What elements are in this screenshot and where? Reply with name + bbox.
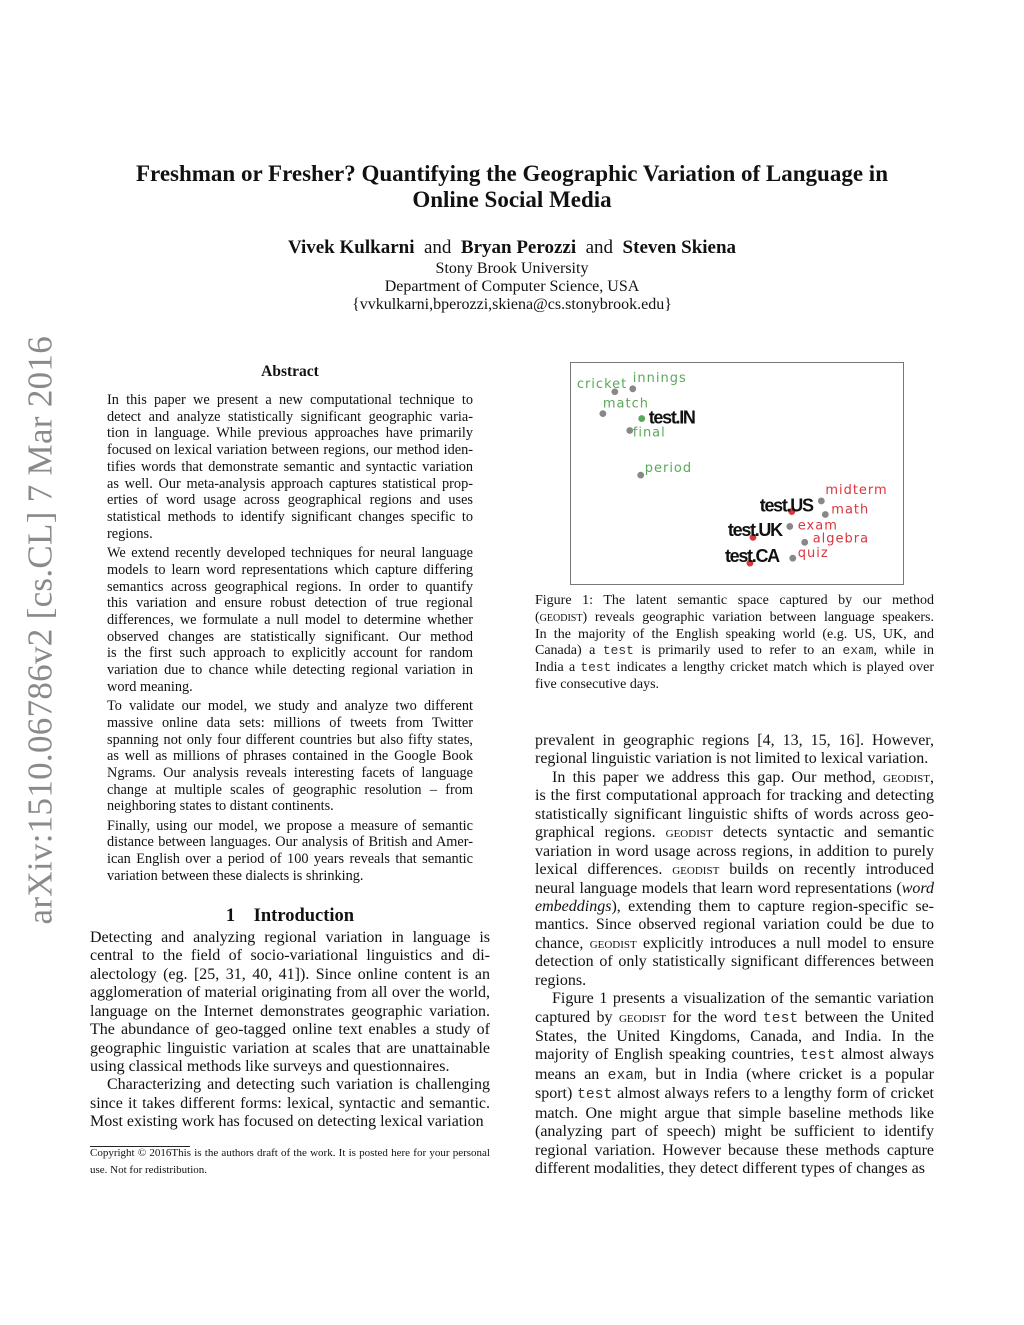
text-line: detect and analyze statistically significant geographic varia- — [107, 408, 473, 425]
point-label-test-IN: test.IN — [648, 407, 695, 428]
point-label-test-UK: test.UK — [727, 520, 782, 541]
text-line: graphical regions. geodist detects syntactic and semantic — [535, 824, 934, 842]
point-label-midterm: midterm — [825, 482, 888, 498]
text-line: this variation and ensure robust detection of true regional — [107, 595, 473, 612]
text-line: Ngrams. Our analysis reveals interesting facets of language — [107, 765, 473, 781]
paragraph — [90, 929, 490, 1076]
paragraph — [107, 545, 473, 695]
point-quiz — [789, 555, 796, 562]
introduction-heading: 1 Introduction — [225, 906, 355, 926]
text-line: regions. — [535, 971, 587, 989]
point-label-final: final — [632, 425, 666, 441]
text-line: since it takes different forms: lexical, syntactic and semantic. — [90, 1094, 490, 1112]
point-label-cricket: cricket — [576, 376, 628, 392]
paragraph — [107, 392, 473, 542]
point-math — [822, 511, 829, 518]
code-term: test — [577, 1087, 613, 1104]
text-line: agglomeration of material originating from all over the world, — [90, 984, 490, 1002]
text-line: word meaning. — [107, 678, 193, 695]
text-line: is the first such approach to explicitly account for random — [107, 645, 473, 662]
text-line: variation in word usage across regions, in addition to purely — [535, 842, 934, 860]
author-name: Steven Skiena — [622, 237, 737, 258]
text-line: In the majority of the English speaking world (e.g. US, UK, and — [535, 626, 934, 642]
paragraph — [107, 698, 473, 815]
figure-1-semantic-space — [570, 362, 904, 585]
method-name: geodist — [539, 609, 583, 625]
paragraph — [535, 593, 934, 694]
text-line: is the first computational approach for tracking and detecting — [535, 787, 934, 805]
author-emails: {vvkulkarni,bperozzi,skiena@cs.stonybrook.edu} — [352, 296, 672, 313]
text-line: lexical differences. geodist builds on recently introduced — [535, 861, 934, 879]
text-line: regional variation. However because these methods capture — [535, 1141, 934, 1159]
text-line: language on the Internet demonstrates geographic variation. — [90, 1002, 490, 1020]
text-line: as well. Our meta-analysis approach captures statistical prop- — [107, 475, 473, 492]
text-line: statistically significant linguistic shifts of words across geo- — [535, 805, 934, 823]
text-line: Figure 1 presents a visualization of the semantic variation — [552, 990, 934, 1008]
text-line: sport) test almost always refers to a lengthy form of cricket — [535, 1085, 935, 1104]
emphasis: embeddings — [535, 897, 612, 915]
text-line: Detecting and analyzing regional variation in language is — [90, 929, 490, 946]
method-name: geodist — [882, 768, 930, 786]
text-line: differences, we formulate a null model to determine whether — [107, 611, 473, 628]
paragraph — [535, 990, 934, 1178]
point-label-test-US: test.US — [759, 495, 813, 516]
code-term: test — [602, 643, 634, 659]
paragraph — [535, 732, 934, 769]
text-line: The abundance of geo-tagged online text enables a study of — [90, 1021, 490, 1039]
text-line: Canada) a test is primarily used to refer to an exam, while in — [535, 643, 934, 659]
text-line: using classical methods like surveys and questionnaires. — [90, 1057, 450, 1075]
author-separator: and — [423, 237, 452, 258]
text-line: neural language models that learn word representations (word — [535, 879, 934, 897]
text-line: regions. — [107, 525, 153, 542]
text-line: To validate our model, we study and analyze two different — [107, 698, 473, 715]
text-line: variation due to chance while detecting regional variation in — [107, 662, 473, 679]
point-period — [637, 472, 644, 479]
semantic-space-plot — [571, 363, 903, 584]
paragraph — [535, 769, 934, 990]
text-line: chance, geodist explicitly introduces a null model to ensure — [535, 934, 935, 952]
code-term: exam — [842, 643, 874, 659]
text-line: embeddings), extending them to capture region-specific se- — [535, 897, 934, 915]
point-label-quiz: quiz — [797, 546, 829, 562]
text-line: majority of English speaking countries, test almost always — [535, 1046, 935, 1065]
code-term: test — [799, 1048, 836, 1065]
point-test-IN — [638, 415, 645, 422]
author-name: Vivek Kulkarni — [287, 237, 415, 258]
university: Stony Brook University — [435, 260, 589, 277]
text-line: tifies words that demonstrate semantic and syntactic variation — [107, 458, 473, 475]
code-term: exam — [607, 1067, 643, 1084]
text-line: In this paper we present a new computational technique to — [107, 392, 473, 408]
method-name: geodist — [589, 934, 637, 952]
point-label-innings: innings — [632, 370, 687, 386]
method-name: geodist — [665, 824, 713, 842]
text-line: alectology (eg. [25, 31, 40, 41]). Since online content is an — [90, 965, 490, 983]
point-algebra — [801, 539, 808, 546]
author-list — [0, 237, 1024, 259]
text-line: ican English over a period of 100 years reveals that semantic — [107, 851, 473, 868]
code-term: test — [580, 660, 612, 676]
point-midterm — [818, 498, 825, 505]
text-line: distance between languages. Our analysis of British and Amer- — [107, 834, 473, 851]
text-line: tion in language. While previous approaches have primarily — [107, 425, 473, 442]
paragraph — [107, 818, 473, 885]
point-label-period: period — [644, 461, 693, 477]
text-line: detection of only statistically significant differences between — [535, 953, 934, 971]
point-label-exam: exam — [797, 518, 838, 534]
text-line: prevalent in geographic regions [4, 13, 15, 16]. However, — [535, 732, 934, 749]
text-line: (geodist) reveals geographic variation between language speakers. — [535, 609, 934, 625]
point-label-test-CA: test.CA — [724, 545, 779, 566]
point-exam — [786, 523, 793, 530]
right-column-body — [535, 732, 934, 1179]
text-line: statistical methods to identify significant changes specific to — [107, 509, 473, 526]
author-name: Bryan Perozzi — [460, 237, 577, 258]
text-line: observed changes are statistically significant. Our method — [107, 628, 473, 645]
text-line: Most existing work has focused on detecting lexical variation — [90, 1113, 484, 1131]
code-term: test — [762, 1010, 799, 1027]
paper-title — [0, 161, 1024, 213]
department: Department of Computer Science, USA — [384, 278, 640, 295]
emphasis: word — [901, 879, 934, 897]
text-line: captured by geodist for the word test between the United — [535, 1008, 935, 1027]
text-line: Characterizing and detecting such variation is challenging — [107, 1076, 490, 1094]
text-line: focused on lexical variation between regions, our method iden- — [107, 442, 473, 459]
text-line: India a test indicates a lengthy cricket match which is played over — [535, 660, 934, 676]
author-separator: and — [585, 237, 614, 258]
point-innings — [629, 385, 636, 392]
text-line: spanning not only four different countries but also fifty states, — [107, 731, 473, 748]
introduction-body — [90, 929, 490, 1132]
arxiv-identifier-stamp: arXiv:1510.06786v2 [cs.CL] 7 Mar 2016 — [20, 335, 60, 925]
affiliation — [0, 260, 1024, 314]
text-line: match. One might argue that simple baseline methods like — [535, 1104, 934, 1122]
text-line: neighboring states to distant continents. — [107, 798, 334, 815]
text-line: models to learn word representations which capture differing — [107, 561, 473, 578]
figure-1-caption — [535, 593, 934, 694]
text-line: five consecutive days. — [535, 676, 660, 692]
text-line: change at multiple scales of geographic resolution – from — [107, 781, 473, 798]
point-label-math: math — [831, 502, 870, 518]
paragraph — [90, 1076, 490, 1131]
method-name: geodist — [672, 861, 720, 879]
text-line: States, the United Kingdoms, Canada, and India. In the — [535, 1028, 934, 1045]
text-line: different modalities, they detect different types of changes as — [535, 1160, 925, 1178]
point-label-match: match — [602, 396, 649, 412]
method-name: geodist — [618, 1008, 667, 1026]
text-line: In this paper we address this gap. Our method, geodist, — [552, 768, 934, 786]
text-line: mantics. Since observed regional variation could be due to — [535, 916, 934, 934]
title-line: Freshman or Fresher? Quantifying the Geographic Variation of Language in — [135, 161, 888, 186]
text-line: Figure 1: The latent semantic space captured by our method — [535, 593, 934, 608]
copyright-footnote: Copyright © 2016This is the authors draft of the work. It is posted here for your personal use. Not for redistribution. — [90, 1147, 490, 1176]
text-line: We extend recently developed techniques for neural language — [107, 545, 473, 562]
text-line: central to the field of socio-variational linguistics and di- — [90, 947, 490, 965]
text-line: semantics across geographical regions. In order to quantify — [107, 578, 473, 595]
abstract-body — [107, 392, 473, 887]
title-line: Online Social Media — [412, 187, 612, 212]
text-line: erties of word usage across geographical regions and uses — [107, 492, 473, 509]
text-line: massive online data sets: millions of tweets from Twitter — [107, 714, 473, 731]
point-label-algebra: algebra — [812, 531, 870, 547]
text-line: regional linguistic variation is not limited to lexical variation. — [535, 750, 929, 768]
text-line: geographic linguistic variation at scales that are unattainable — [90, 1039, 490, 1057]
text-line: as well as millions of phrases contained in the Google Book — [107, 748, 473, 765]
text-line: means an exam, but in India (where cricket is a popular — [535, 1065, 934, 1084]
text-line: (analyzing part of speech) might be sufficient to identify — [535, 1123, 934, 1141]
text-line: Finally, using our model, we propose a measure of semantic — [107, 817, 473, 834]
text-line: variation between these dialects is shrinking. — [107, 867, 364, 884]
abstract-heading: Abstract — [261, 363, 319, 380]
